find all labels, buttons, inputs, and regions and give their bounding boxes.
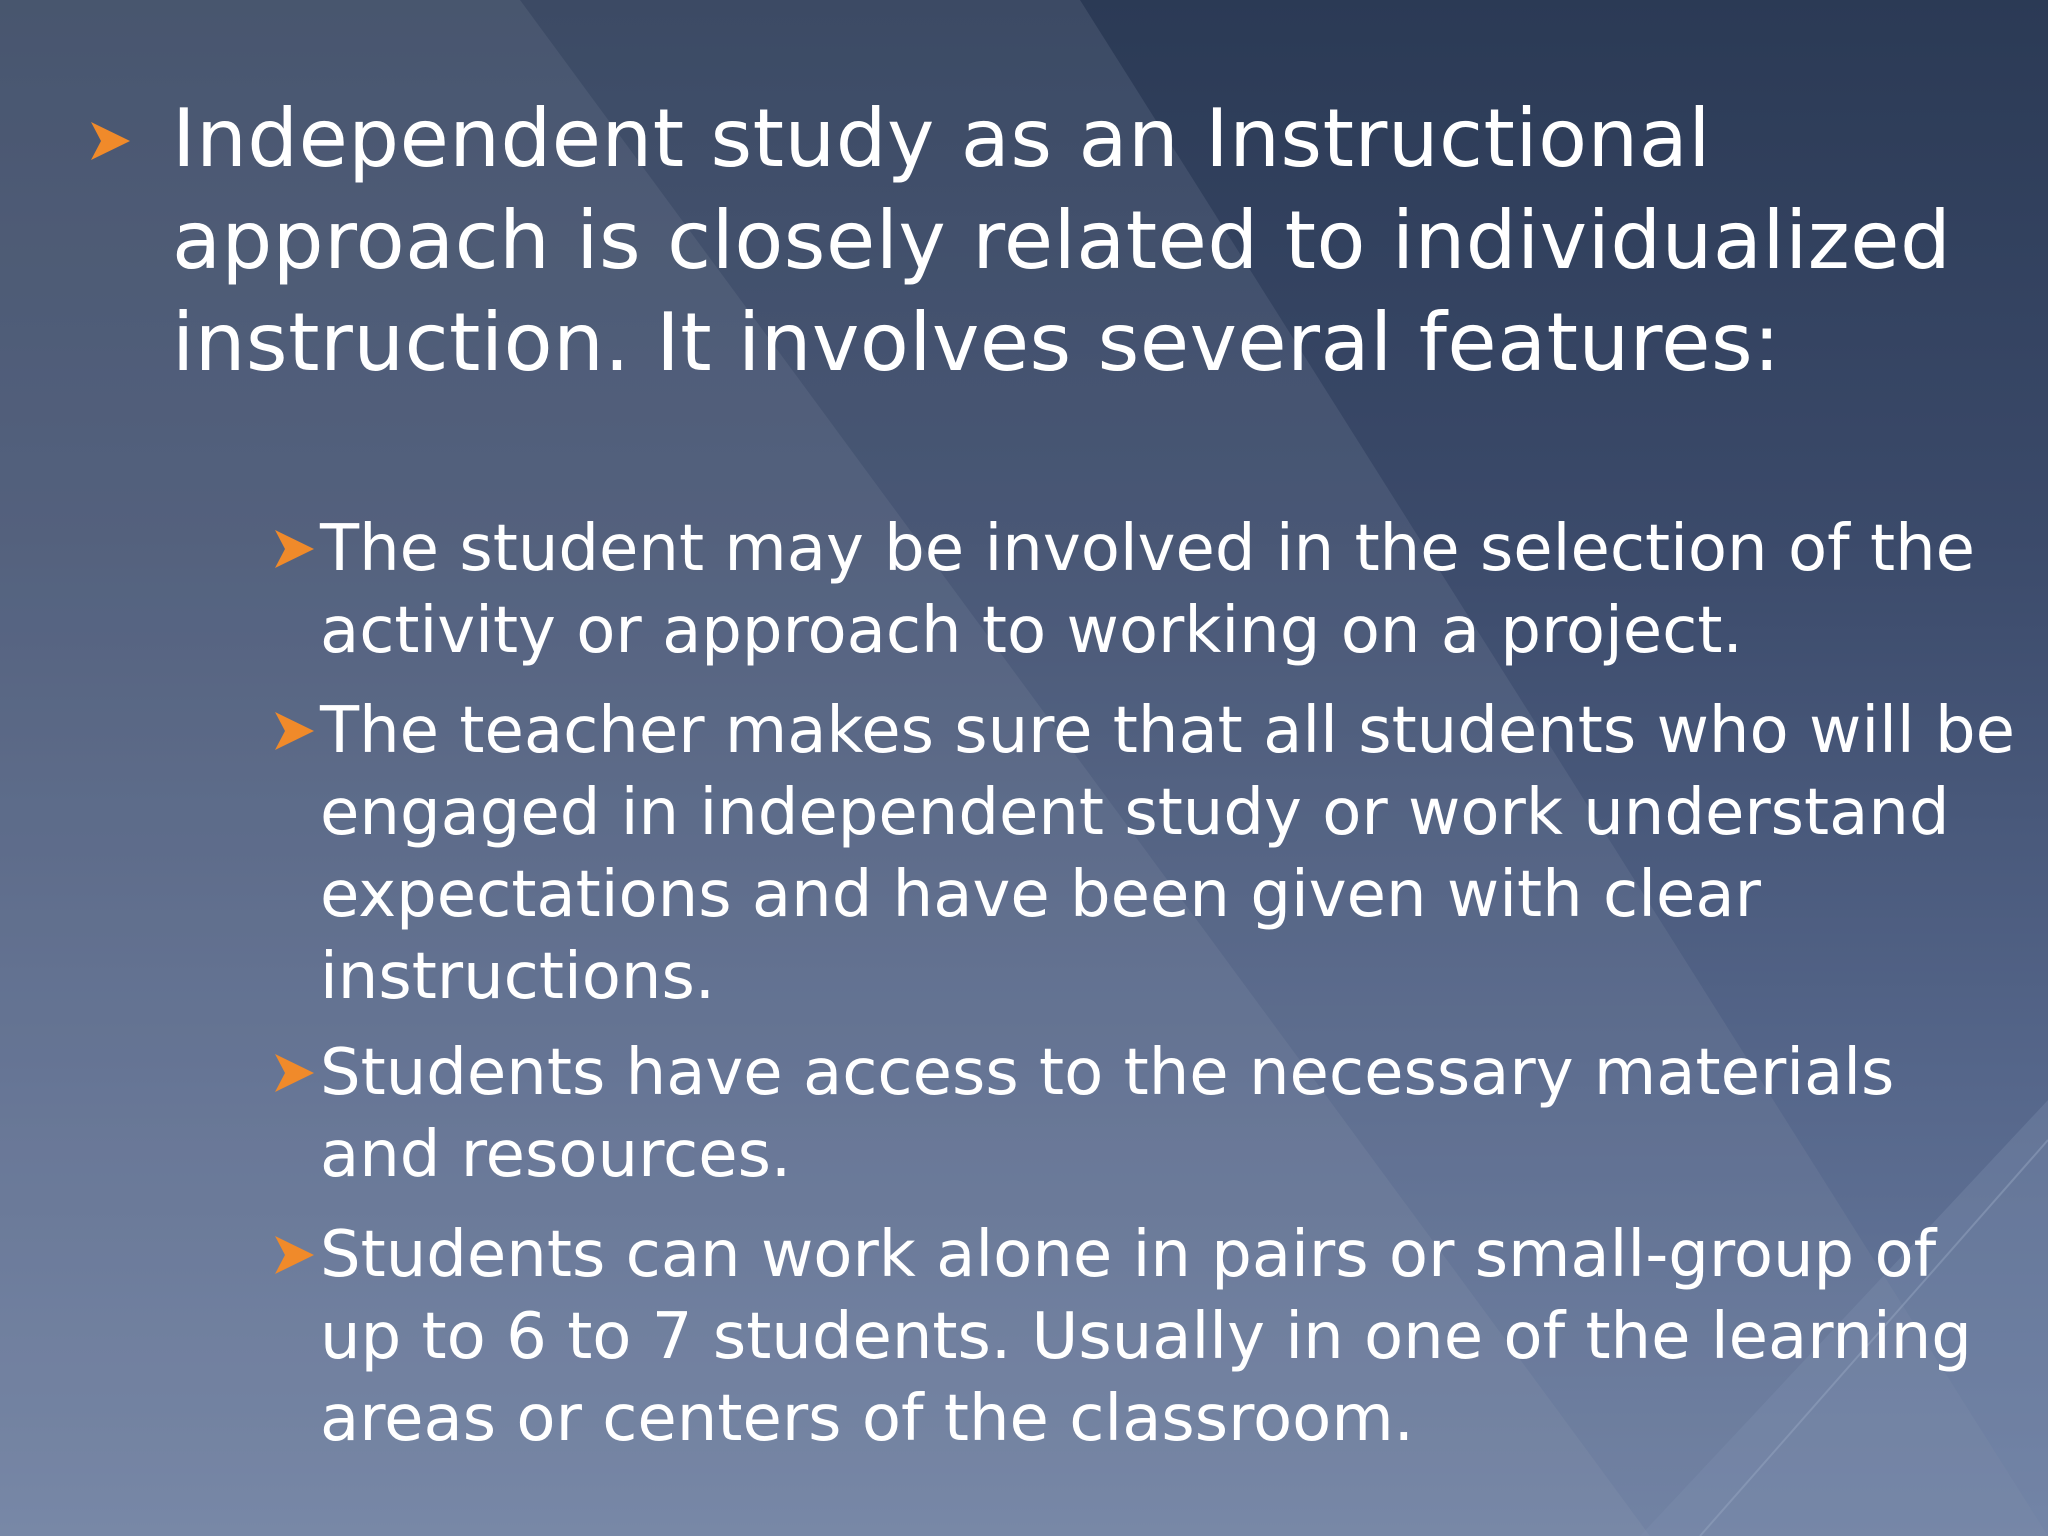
sub-bullet-item <box>272 508 2012 678</box>
sub-bullet-text: Students can work alone in pairs or small-group of up to 6 to 7 students. Usually in one of the learning areas or centers of the classroom. <box>320 1218 1972 1456</box>
sub-bullet-text: The student may be involved in the selection of the activity or approach to working on a project. <box>320 512 1975 668</box>
sub-bullet-item <box>272 690 2015 1030</box>
arrowhead-bullet-icon <box>272 526 318 572</box>
arrowhead-bullet-icon <box>272 708 318 754</box>
arrowhead-bullet-icon <box>272 1050 318 1096</box>
main-paragraph: Independent study as an Instructional approach is closely related to individualized instruction. It involves several features: <box>172 92 1952 389</box>
arrowhead-bullet-icon <box>272 1232 318 1278</box>
sub-bullet-text: Students have access to the necessary materials and resources. <box>320 1036 1895 1192</box>
sub-bullet-text: The teacher makes sure that all students who will be engaged in independent study or work understand expectations and have been given with clear instructions. <box>320 694 2015 1014</box>
arrowhead-bullet-icon <box>88 118 134 164</box>
sub-bullet-item <box>272 1032 2012 1202</box>
sub-bullet-item <box>272 1214 2012 1474</box>
